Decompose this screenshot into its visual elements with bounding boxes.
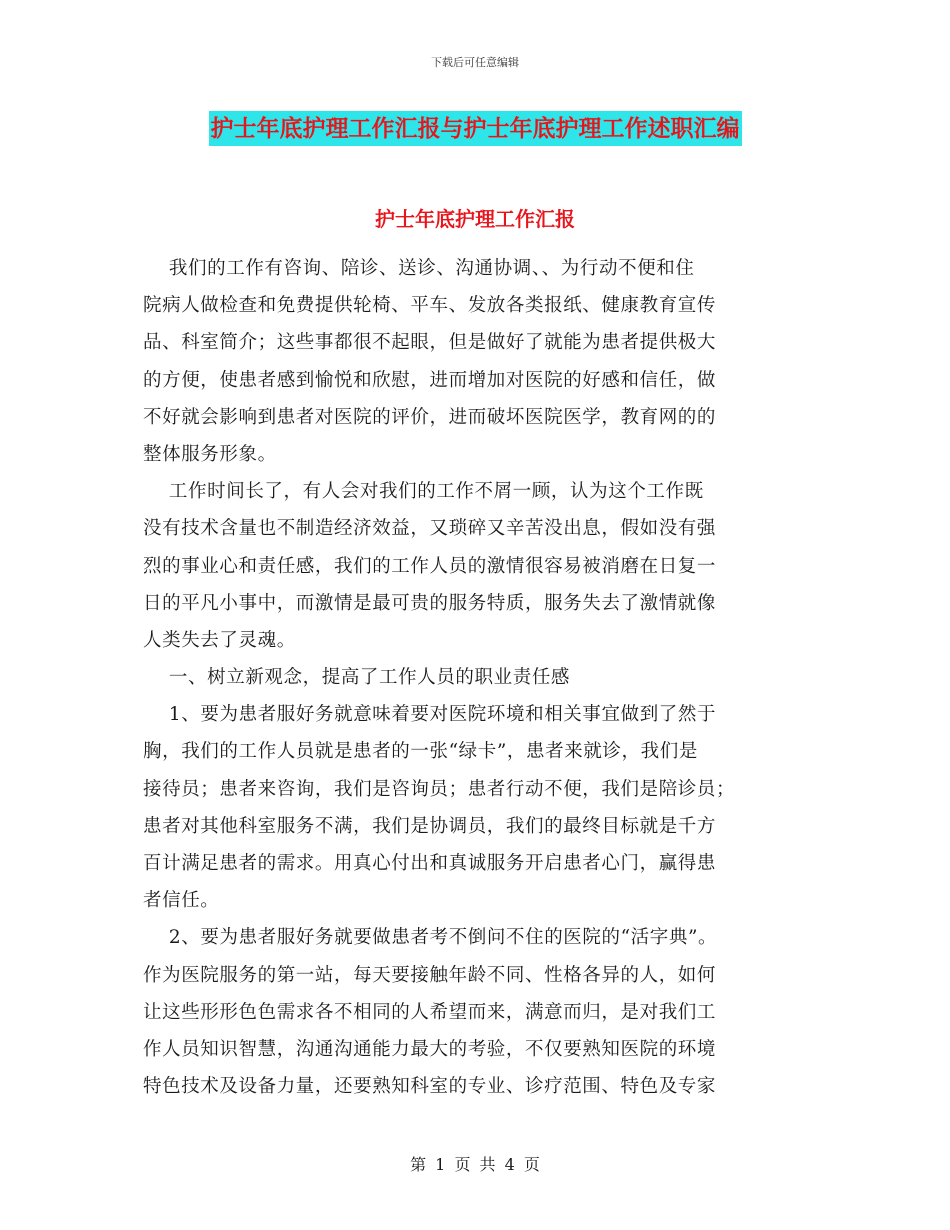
text-line: 作为医院服务的第一站，每天要接触年龄不同、性格各异的人，如何 — [143, 964, 717, 986]
text-line: 品、科室简介；这些事都很不起眼，但是做好了就能为患者提供极大 — [143, 332, 717, 354]
text-line: 整体服务形象。 — [143, 443, 277, 465]
text-line: 者信任。 — [143, 890, 220, 912]
text-line: 院病人做检查和免费提供轮椅、平车、发放各类报纸、健康教育宣传 — [143, 295, 717, 317]
page-footer: 第 1 页 共 4 页 — [410, 1155, 540, 1174]
body-text — [143, 250, 843, 1105]
text-line: 我们的工作有咨询、陪诊、送诊、沟通协调、、为行动不便和住 — [143, 258, 695, 279]
text-line: 患者对其他科室服务不满，我们是协调员，我们的最终目标就是千方 — [143, 815, 717, 837]
text-line: 人类失去了灵魂。 — [143, 629, 296, 651]
text-line: 胸，我们的工作人员就是患者的一张“绿卡”，患者来就诊，我们是 — [143, 741, 698, 763]
text-line: 不好就会影响到患者对医院的评价，进而破坏医院医学，教育网的的 — [143, 406, 717, 428]
text-line: 的方便，使患者感到愉悦和欣慰，进而增加对医院的好感和信任，做 — [143, 369, 717, 391]
text-line: 1、要为患者服好务就意味着要对医院环境和相关事宜做到了然于 — [143, 704, 717, 726]
text-line: 接待员；患者来咨询，我们是咨询员；患者行动不便，我们是陪诊员； — [143, 778, 736, 800]
text-line: 特色技术及设备力量，还要熟知科室的专业、诊疗范围、特色及专家 — [143, 1076, 717, 1098]
main-title-container — [0, 111, 950, 146]
text-line: 没有技术含量也不制造经济效益，又琐碎又辛苦没出息，假如没有强 — [143, 518, 717, 540]
text-line: 日的平凡小事中，而激情是最可贵的服务特质，服务失去了激情就像 — [143, 592, 717, 614]
text-line: 2、要为患者服好务就要做患者考不倒问不住的医院的“活字典”。 — [143, 927, 718, 949]
text-line: 烈的事业心和责任感，我们的工作人员的激情很容易被消磨在日复一 — [143, 555, 717, 577]
text-line: 作人员知识智慧，沟通沟通能力最大的考验，不仅要熟知医院的环境 — [143, 1038, 717, 1060]
main-title: 护士年底护理工作汇报与护士年底护理工作述职汇编 — [209, 111, 742, 146]
text-line: 让这些形形色色需求各不相同的人希望而来，满意而归，是对我们工 — [143, 1001, 717, 1023]
text-line: 百计满足患者的需求。用真心付出和真诚服务开启患者心门，赢得患 — [143, 853, 717, 874]
section-title: 护士年底护理工作汇报 — [375, 207, 575, 231]
text-line: 一、树立新观念，提高了工作人员的职业责任感 — [143, 667, 571, 689]
page-header-note: 下载后可任意编辑 — [431, 56, 519, 69]
text-line: 工作时间长了，有人会对我们的工作不屑一顾，认为这个工作既 — [143, 481, 704, 503]
